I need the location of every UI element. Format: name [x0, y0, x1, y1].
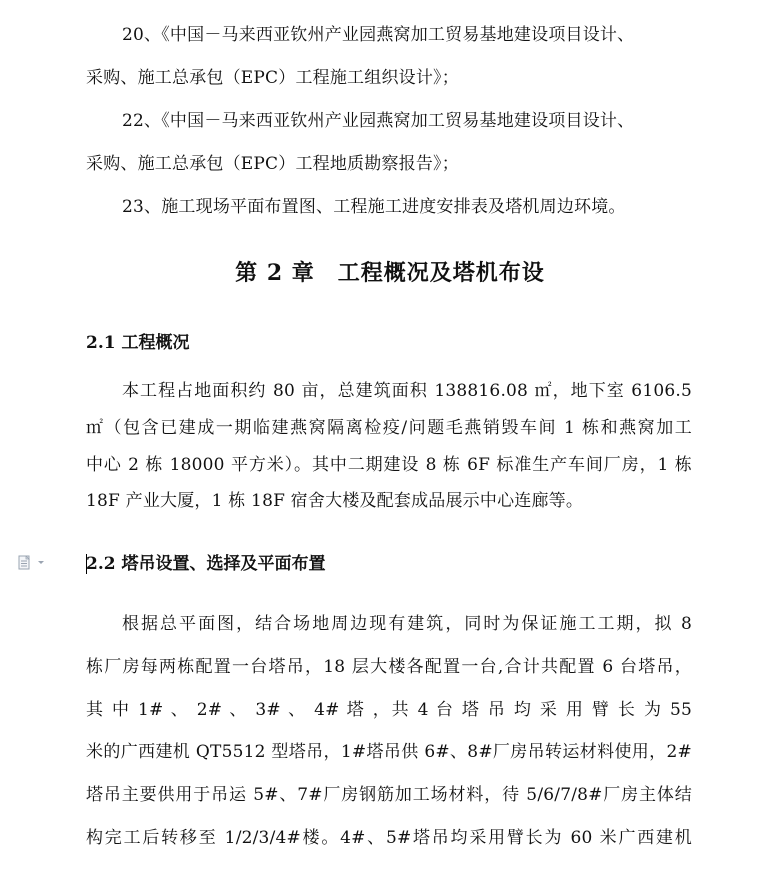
- ref-item-20-line-2: 采购、施工总承包（EPC）工程施工组织设计》；: [86, 68, 459, 88]
- section-2-1-line-2: ㎡（包含已建成一期临建燕窝隔离检疫/问题毛燕销毁车间 1 栋和燕窝加工: [86, 418, 692, 438]
- section-2-2-line-1: 根据总平面图，结合场地周边现有建筑，同时为保证施工工期，拟 8: [122, 614, 692, 634]
- section-2-2-heading: 2.2 塔吊设置、选择及平面布置: [86, 554, 326, 574]
- ref-item-20-line-1: 20、《中国－马来西亚钦州产业园燕窝加工贸易基地建设项目设计、: [122, 25, 635, 45]
- chapter-title: 第 2 章 工程概况及塔机布设: [235, 260, 545, 286]
- section-2-2-line-2: 栋厂房每两栋配置一台塔吊，18 层大楼各配置一台,合计共配置 6 台塔吊，: [86, 657, 692, 677]
- section-2-2-line-4: 米的广西建机 QT5512 型塔吊，1#塔吊供 6#、8#厂房吊转运材料使用，2#: [86, 742, 692, 762]
- section-2-1-line-4: 18F 产业大厦，1 栋 18F 宿舍大楼及配套成品展示中心连廊等。: [86, 491, 584, 511]
- paragraph-options-icon[interactable]: [18, 555, 48, 571]
- section-2-2-line-5: 塔吊主要供用于吊运 5#、7#厂房钢筋加工场材料，待 5/6/7/8#厂房主体结: [86, 785, 692, 805]
- section-2-1-line-1: 本工程占地面积约 80 亩，总建筑面积 138816.08 ㎡，地下室 6106.5: [122, 381, 692, 401]
- ref-item-23: 23、施工现场平面布置图、工程施工进度安排表及塔机周边环境。: [122, 197, 626, 217]
- ref-item-22-line-2: 采购、施工总承包（EPC）工程地质勘察报告》；: [86, 154, 459, 174]
- section-2-2-line-3: 其 中 1# 、 2# 、 3# 、 4# 塔 ，共 4 台 塔 吊 均 采 用 臂 长 为 55: [86, 700, 692, 720]
- section-2-1-line-3: 中心 2 栋 18000 平方米）。其中二期建设 8 栋 6F 标准生产车间厂房，1 栋: [86, 455, 692, 475]
- ref-item-22-line-1: 22、《中国－马来西亚钦州产业园燕窝加工贸易基地建设项目设计、: [122, 111, 635, 131]
- section-2-2-line-6: 构完工后转移至 1/2/3/4#楼。4#、5#塔吊均采用臂长为 60 米广西建机: [86, 828, 692, 848]
- section-2-1-heading: 2.1 工程概况: [86, 333, 190, 353]
